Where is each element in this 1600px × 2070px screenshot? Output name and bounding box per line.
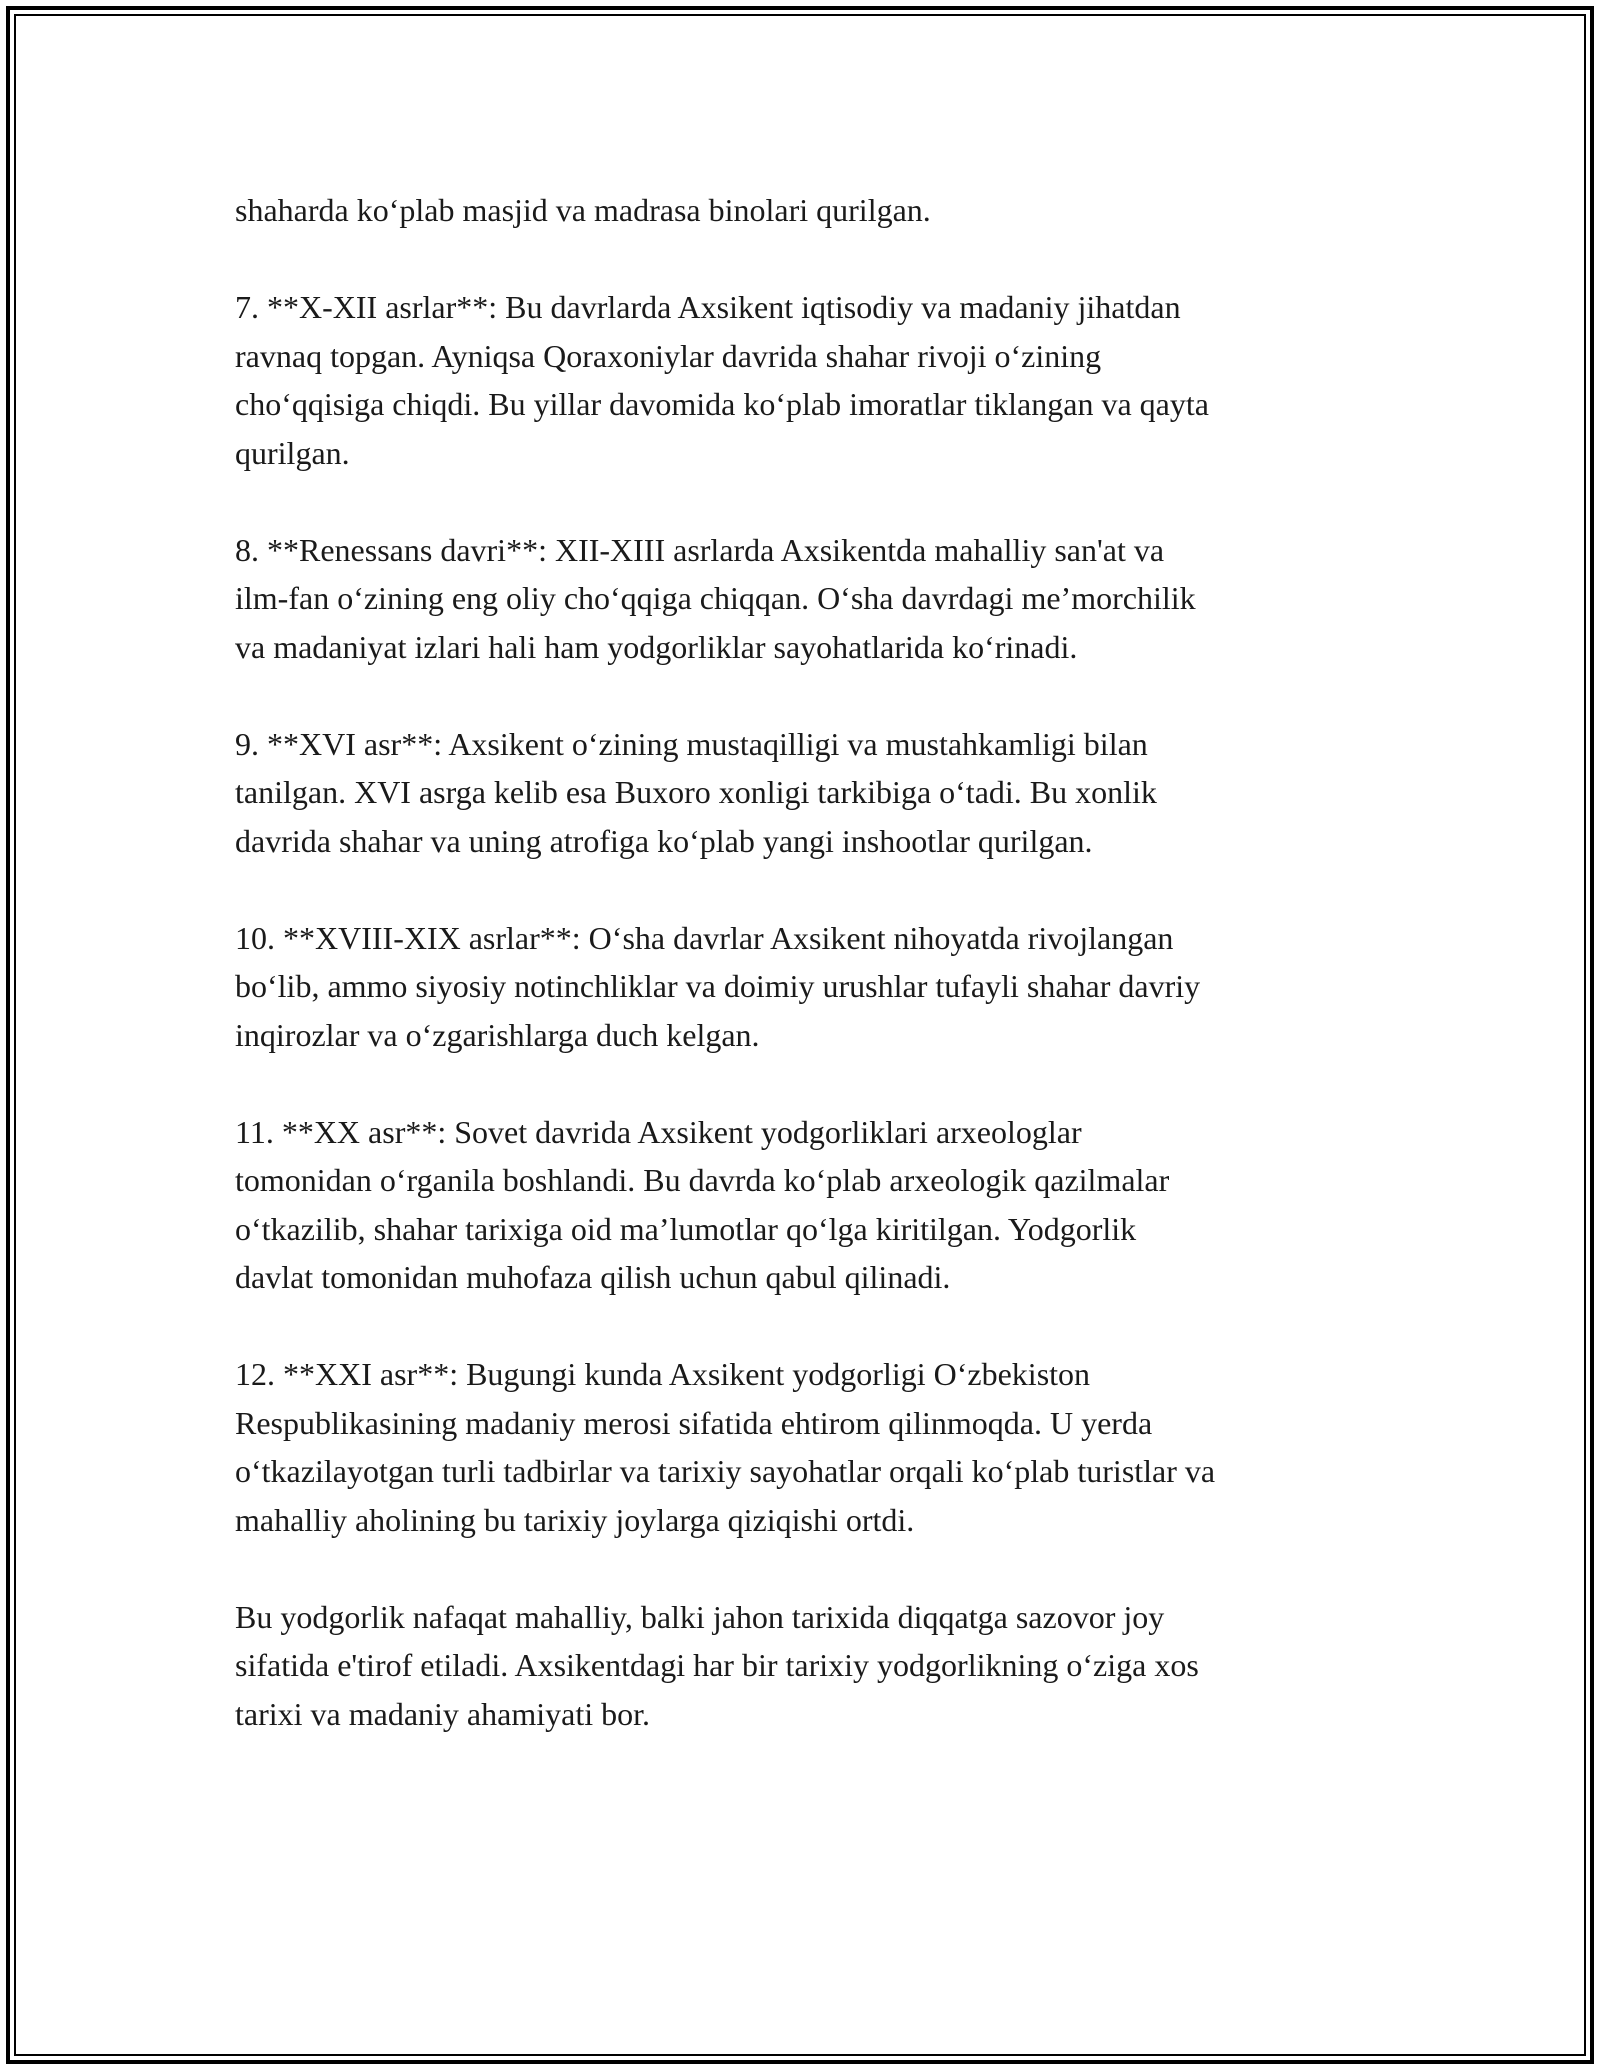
paragraph-item-7: 7. **X-XII asrlar**: Bu davrlarda Axsikent iqtisodiy va madaniy jihatdan ravnaq topgan. Ayniqsa Qoraxoniylar davrida shahar rivoji o‘zining cho‘qqisiga chiqdi. Bu yillar davomida ko‘plab imoratlar tiklangan va qayta qurilgan. [235,289,1209,471]
paragraph-item-10: 10. **XVIII-XIX asrlar**: O‘sha davrlar Axsikent nihoyatda rivojlangan bo‘lib, ammo siyosiy notinchliklar va doimiy urushlar tufayli shahar davriy inqirozlar va o‘zgarishlarga duch kelgan. [235,919,1201,1053]
paragraph-item-8: 8. **Renessans davri**: XII-XIII asrlarda Axsikentda mahalliy san'at va ilm-fan o‘zining eng oliy cho‘qqiga chiqqan. O‘sha davrdagi me’morchilik va madaniyat izlari hali ham yodgorliklar sayohatlarida ko‘rinadi. [235,531,1196,665]
document-body [235,186,1385,1787]
paragraph-item-11: 11. **XX asr**: Sovet davrida Axsikent yodgorliklari arxeologlar tomonidan o‘rganila boshlandi. Bu davrda ko‘plab arxeologik qazilmalar o‘tkazilib, shahar tarixiga oid ma’lumotlar qo‘lga kiritilgan. Yodgorlik davlat tomonidan muhofaza qilish uchun qabul qilinadi. [235,1113,1170,1295]
paragraph-item-9: 9. **XVI asr**: Axsikent o‘zining mustaqilligi va mustahkamligi bilan tanilgan. XVI asrga kelib esa Buxoro xonligi tarkibiga o‘tadi. Bu xonlik davrida shahar va uning atrofiga ko‘plab yangi inshootlar qurilgan. [235,725,1157,859]
paragraph-conclusion: Bu yodgorlik nafaqat mahalliy, balki jahon tarixida diqqatga sazovor joy sifatida e'tirof etiladi. Axsikentdagi har bir tarixiy yodgorlikning o‘ziga xos tarixi va madaniy ahamiyati bor. [235,1598,1199,1732]
paragraph-continuation: shaharda ko‘plab masjid va madrasa binolari qurilgan. [235,192,931,228]
paragraph-item-12: 12. **XXI asr**: Bugungi kunda Axsikent yodgorligi O‘zbekiston Respublikasining madaniy merosi sifatida ehtirom qilinmoqda. U yerda o‘tkazilayotgan turli tadbirlar va tarixiy sayohatlar orqali ko‘plab turistlar va mahalliy aholining bu tarixiy joylarga qiziqishi ortdi. [235,1356,1216,1538]
